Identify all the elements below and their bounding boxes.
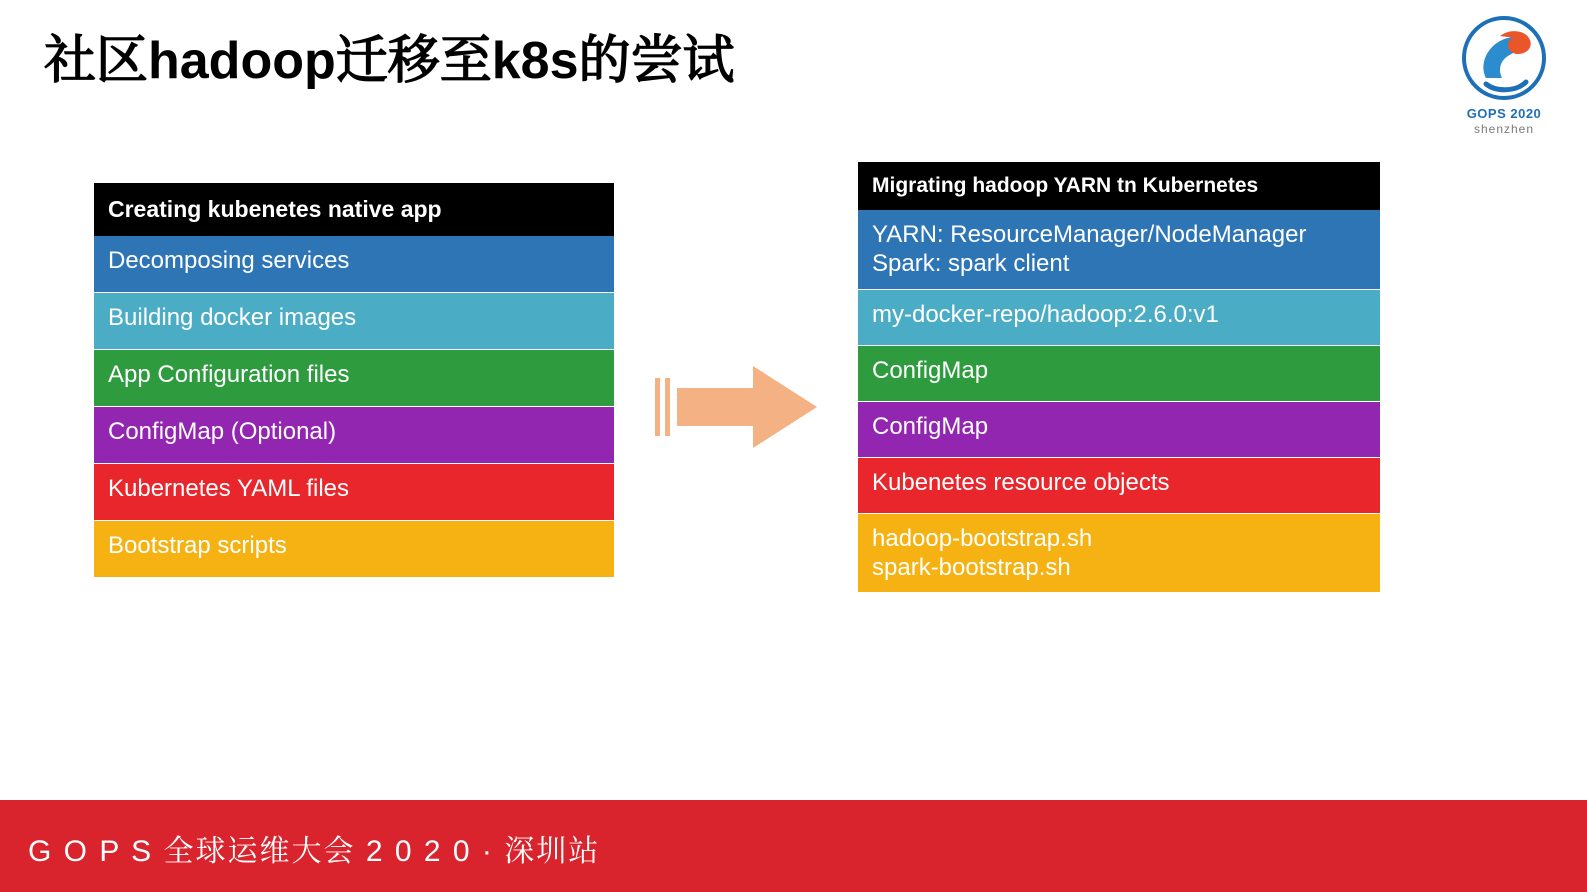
list-item-label: my-docker-repo/hadoop:2.6.0:v1 <box>872 300 1219 328</box>
list-item-label: hadoop-bootstrap.sh <box>872 524 1093 552</box>
list-item <box>858 514 1380 593</box>
list-item <box>94 350 614 406</box>
right-arrow <box>655 358 825 458</box>
right-column-header: Migrating hadoop YARN tn Kubernetes <box>858 162 1380 210</box>
right-arrow-icon <box>655 358 825 458</box>
list-item <box>858 346 1380 401</box>
gops-logo-mark <box>1456 12 1552 108</box>
list-item-label: Building docker images <box>108 304 357 331</box>
left-column <box>94 183 614 577</box>
list-item-label: YARN: ResourceManager/NodeManager <box>872 221 1307 248</box>
list-item <box>94 407 614 463</box>
left-column-header: Creating kubenetes native app <box>94 183 614 236</box>
list-item <box>858 290 1380 345</box>
list-item-label: ConfigMap <box>872 356 989 384</box>
list-item-label: ConfigMap <box>872 412 989 440</box>
list-item-label-2: Spark: spark client <box>872 250 1070 278</box>
gops-logo-icon <box>1456 12 1552 108</box>
list-item <box>858 210 1380 289</box>
list-item-label: Decomposing services <box>108 247 350 274</box>
list-item-label: ConfigMap (Optional) <box>108 418 337 445</box>
list-item-label: Kubernetes YAML files <box>108 475 350 502</box>
list-item-label: Bootstrap scripts <box>108 532 287 559</box>
gops-logo <box>1449 12 1559 140</box>
right-column <box>858 162 1380 592</box>
footer-bar <box>0 800 1587 892</box>
gops-logo-text: GOPS 2020 <box>1466 106 1542 121</box>
gops-logo-subtext: shenzhen <box>1473 122 1535 136</box>
list-item <box>94 293 614 349</box>
list-item <box>94 521 614 577</box>
list-item-label-2: spark-bootstrap.sh <box>872 553 1071 581</box>
page-title: 社区hadoop迁移至k8s的尝试 <box>44 32 735 90</box>
footer-text: G O P S 全球运维大会 2 0 2 0 · 深圳站 <box>28 835 601 868</box>
list-item-label: App Configuration files <box>108 361 350 388</box>
list-item <box>94 236 614 292</box>
list-item <box>94 464 614 520</box>
list-item-label: Kubenetes resource objects <box>872 468 1170 496</box>
list-item <box>858 458 1380 513</box>
list-item <box>858 402 1380 457</box>
